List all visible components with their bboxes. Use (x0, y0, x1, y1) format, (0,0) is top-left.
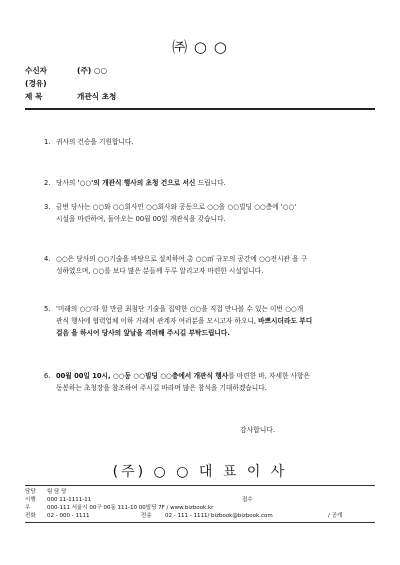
text-segment: 당사의 (56, 179, 78, 187)
footer-bottom-divider (25, 522, 375, 523)
body-item (44, 202, 344, 226)
text-segment: ○○은 당사의 ○○기술을 바탕으로 설치하여 총 ○○㎡ 규모의 공간에 ○○전시관 을 구 (56, 255, 308, 263)
bold-text-segment: '○○'의 개관식 행사의 초청 건으로 서신 (77, 179, 198, 187)
item-number: 5. (44, 305, 51, 313)
subject-label: 제 목 (25, 92, 43, 101)
item-number: 4. (44, 255, 51, 263)
public-label: / 공개 (328, 513, 343, 519)
body-item (44, 304, 344, 339)
recipient-label: 수신자 (25, 66, 48, 75)
address-label: 우 (25, 505, 31, 511)
item-text (44, 254, 344, 278)
item-line (56, 383, 344, 395)
closing-text: 감사합니다. (240, 426, 275, 434)
item-line (56, 266, 344, 278)
item-line (56, 328, 344, 340)
text-segment: 드립니다. (197, 179, 226, 187)
item-number: 6. (44, 372, 51, 380)
text-segment: 동봉하는 초청장을 참조하여 주시길 바라며 많은 참석을 기대하겠습니다. (56, 383, 267, 392)
text-segment: 관식 행사에 협력업체 이하 거래처 관계자 여러분을 모시고자 하오니, (56, 316, 259, 325)
manager-label: 담당 (25, 489, 36, 495)
address-value: 000-111 서울시 00구 00동 111-10 00빌딩 7F / www.bizbook.kr (47, 505, 214, 511)
footer-divider (25, 485, 375, 486)
text-segment: 시설을 마련하여, 돌아오는 00월 00일 개관식을 갖습니다. (56, 214, 226, 223)
text-segment: '미래의 ○○'라 할 만큼 최첨단 기술을 집약한 ○○을 직접 만나볼 수 있는 이번 ○○개 (56, 305, 304, 313)
enforce-value: 000 11-1111-11 (47, 497, 92, 503)
text-segment: 귀사의 건승을 기원합니다. (56, 138, 134, 146)
item-text (44, 178, 344, 190)
body-item (44, 137, 344, 149)
item-line (56, 202, 344, 214)
fax-value: 02 - 111 - 1111/ bizbook@bizbook.com (165, 513, 273, 519)
item-text (44, 371, 344, 395)
bold-text-segment: 바쁘시더라도 부디 (258, 316, 313, 325)
text-segment: 를 마련한 바, 자세한 사항은 (228, 372, 310, 380)
footer-row-phone (25, 513, 375, 521)
item-line (56, 371, 344, 383)
item-number: 2. (44, 179, 51, 187)
phone-label: 전화 (25, 513, 36, 519)
footer-row-manager (25, 489, 66, 497)
footer-row-address (25, 505, 213, 513)
item-line (56, 137, 344, 149)
text-segment: 성하였으며, ○○를 보다 많은 분들께 두루 알리고자 마련한 시설입니다. (56, 266, 264, 275)
body-item (44, 371, 344, 395)
bold-text-segment: 00월 00일 10시, ○○동 ○○빌딩 ○○층에서 개관식 행사 (56, 372, 229, 380)
body-item (44, 178, 344, 190)
item-line (56, 214, 344, 226)
item-line (56, 316, 344, 328)
via-row (25, 78, 225, 90)
subject-value: 개관식 초청 (77, 92, 117, 101)
receipt-label: 접수 (242, 497, 253, 503)
item-line (56, 254, 344, 266)
company-title: ㈜ ○ ○ (172, 38, 228, 56)
footer-row-enforce (25, 497, 375, 505)
fax-label: 전송 (141, 513, 152, 519)
enforce-label: 시행 (25, 497, 36, 503)
item-number: 1. (44, 138, 51, 146)
recipient-row (25, 65, 225, 77)
text-segment: 금번 당사는 ○○와 ○○회사인 ○○회사와 공동으로 ○○을 ○○빌딩 ○○층에 '○○' (56, 203, 297, 211)
bold-text-segment: 걸음 을 하시어 당사의 앞날을 격려해 주시길 부탁드립니다. (56, 328, 230, 337)
item-text (44, 304, 344, 339)
recipient-value: (주) ○○ (77, 66, 108, 75)
item-number: 3. (44, 203, 51, 211)
sender-name: (주) ○ ○ 대 표 이 사 (112, 464, 288, 480)
manager-value: 팀 담 당 (47, 489, 67, 495)
item-line (56, 178, 344, 190)
header-divider (25, 108, 375, 110)
item-line (56, 304, 344, 316)
subject-row (25, 91, 225, 103)
phone-value: 02 - 000 - 1111 (47, 513, 90, 519)
body-item (44, 254, 344, 278)
item-text (44, 202, 344, 226)
via-label: (경유) (25, 79, 47, 88)
item-text (44, 137, 344, 149)
